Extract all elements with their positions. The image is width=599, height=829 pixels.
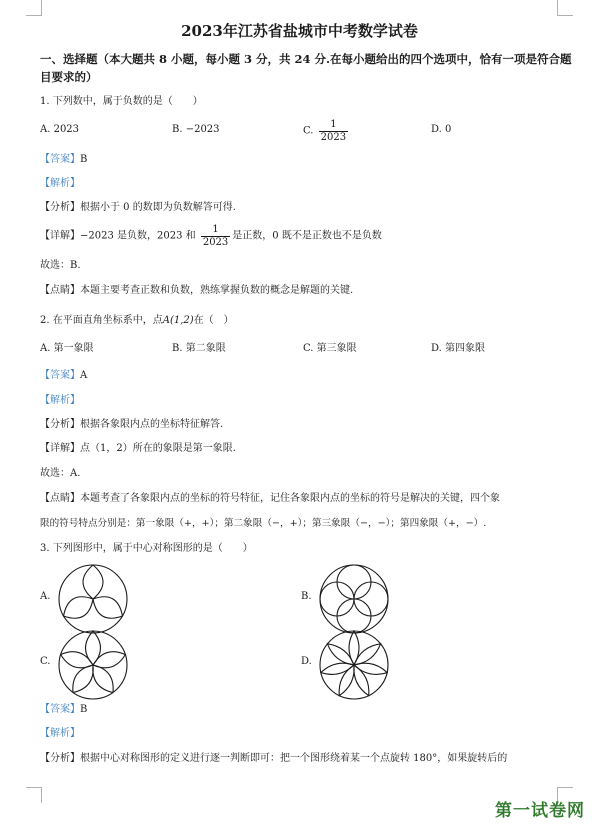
figure-a-three-petal xyxy=(56,562,130,636)
fenxi-tag: 【分析】 xyxy=(40,753,80,764)
q2-dianjing-continued: 限的符号特点分别是：第一象限（+，+）；第二象限（−，+）；第三象限（−，−）；第四象限（+，−）. xyxy=(40,518,487,529)
q3-analysis-tag: 【解析】 xyxy=(40,728,80,739)
q2-fenxi xyxy=(40,418,223,432)
answer-tag: 【答案】 xyxy=(40,154,80,165)
q1-option-c-label: C. xyxy=(303,125,314,137)
q3-label-a: A. xyxy=(40,591,51,602)
xiangjie-fraction xyxy=(201,224,230,249)
dianjing-text: 本题主要考查正数和负数，熟练掌握负数的概念是解题的关键. xyxy=(80,285,354,296)
q2-point: A(1,2) xyxy=(162,315,194,326)
q3-label-d: D. xyxy=(301,656,312,667)
fraction-numerator: 1 xyxy=(201,224,230,237)
q2-conclusion: 故选：A. xyxy=(40,468,81,479)
q3-label-b: B. xyxy=(301,591,312,602)
crop-mark-bottom-left xyxy=(26,787,42,803)
xiangjie-text-a: −2023 是负数，2023 和 xyxy=(80,230,196,242)
dianjing-tag: 【点睛】 xyxy=(40,285,80,296)
fenxi-tag: 【分析】 xyxy=(40,419,80,430)
answer-tag: 【答案】 xyxy=(40,704,80,715)
xiangjie-text-b: 是正数，0 既不是正数也不是负数 xyxy=(232,230,382,242)
fraction-numerator: 1 xyxy=(319,119,348,132)
q1-analysis-tag: 【解析】 xyxy=(40,178,80,189)
fenxi-text: 根据各象限内点的坐标特征解答. xyxy=(80,419,224,430)
q3-stem: 3. 下列图形中，属于中心对称图形的是（ ） xyxy=(40,543,253,554)
site-logo: 第一试卷网 xyxy=(495,801,585,821)
q1-option-b: B. −2023 xyxy=(172,124,220,135)
q1-xiangjie xyxy=(40,224,382,249)
q2-analysis-tag: 【解析】 xyxy=(40,395,80,406)
dianjing-tag: 【点睛】 xyxy=(40,493,80,504)
q1-fenxi xyxy=(40,201,236,215)
fenxi-tag: 【分析】 xyxy=(40,202,80,213)
q1-option-a: A. 2023 xyxy=(40,124,80,135)
q1-option-c-fraction xyxy=(319,119,348,144)
answer-tag: 【答案】 xyxy=(40,370,80,381)
q2-option-b: B. 第二象限 xyxy=(172,343,226,354)
xiangjie-tag: 【详解】 xyxy=(40,230,80,242)
q1-option-c xyxy=(303,119,350,144)
crop-mark-top-left xyxy=(26,0,42,16)
q2-option-d: D. 第四象限 xyxy=(431,343,486,354)
q2-option-c: C. 第三象限 xyxy=(303,343,357,354)
fraction-denominator: 2023 xyxy=(320,132,347,143)
q1-dianjing xyxy=(40,284,353,298)
q2-option-a: A. 第一象限 xyxy=(40,343,94,354)
page-title: 2023年江苏省盐城市中考数学试卷 xyxy=(181,22,418,40)
q3-label-c: C. xyxy=(40,656,51,667)
figure-d-seven-petal xyxy=(317,628,391,702)
q2-dianjing xyxy=(40,492,500,506)
q2-stem xyxy=(40,314,234,328)
q2-answer xyxy=(40,369,87,383)
q2-xiangjie xyxy=(40,442,236,456)
q2-stem-a: 2. 在平面直角坐标系中，点 xyxy=(40,315,163,326)
q1-option-d: D. 0 xyxy=(431,124,452,135)
q2-stem-b: 在（ ） xyxy=(193,315,234,326)
q1-conclusion: 故选：B. xyxy=(40,260,81,271)
fenxi-text: 根据中心对称图形的定义进行逐一判断即可：把一个图形绕着某一个点旋转 180°，如果旋转后的 xyxy=(80,753,508,764)
crop-mark-top-right xyxy=(557,0,573,16)
answer-value: B xyxy=(80,154,88,165)
answer-value: A xyxy=(80,370,88,381)
figure-b-four-petal xyxy=(317,562,391,636)
q1-stem: 1. 下列数中，属于负数的是（ ） xyxy=(40,96,203,107)
fraction-denominator: 2023 xyxy=(202,237,229,248)
q3-answer xyxy=(40,703,87,717)
answer-value: B xyxy=(80,704,88,715)
fenxi-text: 根据小于 0 的数即为负数解答可得. xyxy=(80,202,236,213)
xiangjie-text: 点（1，2）所在的象限是第一象限. xyxy=(80,443,236,454)
figure-c-five-petal xyxy=(56,628,130,702)
dianjing-text-1: 本题考查了各象限内点的坐标的符号特征，记住各象限内点的坐标的符号是解决的关键，四个象 xyxy=(80,493,500,504)
q3-fenxi xyxy=(40,752,507,766)
section-heading: 一、选择题（本大题共 8 小题，每小题 3 分，共 24 分.在每小题给出的四个选项中，恰有一项是符合题目要求的） xyxy=(40,52,572,84)
xiangjie-tag: 【详解】 xyxy=(40,443,80,454)
q1-answer xyxy=(40,153,87,167)
